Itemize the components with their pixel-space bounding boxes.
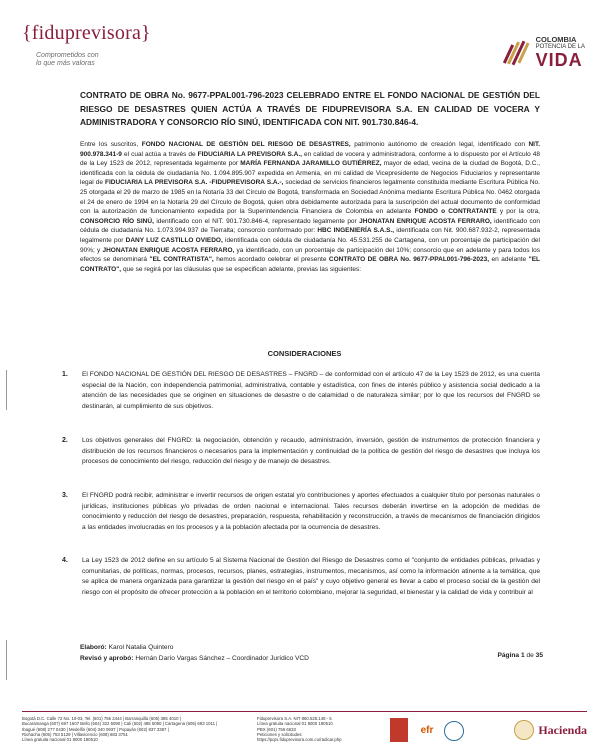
list-item (62, 556, 540, 598)
document-signatures (80, 642, 309, 664)
colombia-logo (504, 36, 585, 69)
contact-info: Fiduprevisora S.A. NIT 860.525.148 - 5 Línea gratuita nacional 01 8000 180510 PBX (601) 756 6633 Peticiones y solicitudes: https://pqrs.fiduprevisora.com.co/radicar.php (257, 716, 342, 743)
intro-paragraph: Entre los suscritos, FONDO NACIONAL DE GESTIÓN DEL RIESGO DE DESASTRES, patrimonio autónomo de creación legal, identificado con NIT. 900.978.341-9 el cual actúa a través de FIDUCIARIA LA PREVISORA S.A., en calidad de vocera y administradora, conforme a lo dispuesto por el Artículo 48 de la Ley 1523 de 2012, representada legalmente por MARÍA FERNANDA JARAMILLO GUTIÉRREZ, mayor de edad, vecina de la ciudad de Bogotá, D.C., identificada con la cédula de ciudadanía No. 1.094.895.907 expedida en Armenia, en mi calidad de Vicepresidente de Negocios Fiduciarios y representante legal de FIDUCIARIA LA PREVISORA S.A. -FIDUPREVISORA S.A.-, sociedad de servicios financieros legalmente constituida mediante Escritura Pública No. 25 otorgada el 29 de marzo de 1985 en la Notaría 33 del Círculo de Bogotá, transformada en Sociedad Anónima mediante Escritura Pública No. 0462 otorgada el 24 de enero de 1994 en la Notaría 29 del Círculo de Bogotá, quien obra debidamente autorizada para la suscripción del actual documento de conformidad con la autorización de funcionamiento expedida por la Superintendencia Financiera de Colombia en adelante FONDO o CONTRATANTE y por la otra, CONSORCIO RÍO SINÚ, identificado con el NIT. 901.730.846-4, representado legalmente por JHONATAN ENRIQUE ACOSTA FERRARO, identificado con cédula de ciudadanía No. 1.073.994.937 de Tierralta; consorcio conformado por: HBC INGENIERÍA S.A.S., identificada con Nit. 900.687.932-2, representada legalmente por DANY LUZ CASTILLO OVIEDO, identificada con cédula de ciudadanía No. 45.531.255 de Cartagena, con un porcentaje de participación del 90%; y JHONATAN ENRIQUE ACOSTA FERRARO, ya identificado, con un porcentaje de participación del 10%; consorcio que en adelante y para todos los efectos se denominará "EL CONTRATISTA", hemos acordado celebrar el presente CONTRATO DE OBRA No. 9677-PPAL001-796-2023, en adelante "EL CONTRATO", que se regirá por las cláusulas que se especifican adelante, previas las siguientes: (80, 141, 541, 273)
item-text: El FNGRD podrá recibir, administrar e invertir recursos de origen estatal y/o contribuciones y aportes efectuados a cualquier título por personas naturales o jurídicas, instituciones públicas y/o privadas de orden nacional e internacional. Tales recursos deberán invertirse en la adopción de medidas de conocimiento y reducción del riesgo de desastres, preparación, respuesta, rehabilitación y reconstrucción, a través de mecanismos de financiación dirigidos a las entidades involucradas en los procesos y a la población afectada por la ocurrencia de desastres. (82, 492, 540, 531)
item-text: El FONDO NACIONAL DE GESTIÓN DEL RIESGO DE DESASTRES – FNGRD – de conformidad con el artículo 47 de la Ley 1523 de 2012, es una cuenta especial de la Nación, con independencia patrimonial, administrativa, contable y estadística, con fines de interés público y asistencia social dedicado a la atención de las necesidades que se originen en situaciones de desastre o de calamidad o de naturaleza similar; por lo que los recursos del FNGRD se destinarán, al cumplimiento de sus objetivos. (82, 371, 540, 410)
efr-logo: efr (420, 724, 434, 736)
brand-name: {fiduprevisora} (22, 22, 151, 44)
office-addresses: Bogotá D.C. Calle 72 No. 10-03, Tel. (601) 756 2444 | Barranquilla (605) 385 4010 | Bucaramanga (607) 697 1607 Bello (604) 322 5090 | Cali (602) 485 5090 | Cartagena (605) 693 1011 | Ibagué (608) 277 0430 | Medellín (604) 340 0937 | Popayán (602) 837 3387 | Riohacha (605) 753 5129 | Villavicencio (608) 683 3751 Línea gratuita nacional 01 8000 180510 (22, 716, 218, 743)
colombia-crest-icon (504, 38, 530, 68)
side-margin-mark (6, 370, 15, 410)
hacienda-label: Hacienda (538, 722, 587, 737)
colombia-logo-line3: VIDA (535, 50, 583, 70)
section-title: CONSIDERACIONES (267, 349, 342, 358)
brand-tagline (36, 52, 99, 68)
colombia-logo-line2: POTENCIA DE LA (535, 44, 585, 50)
item-number: 1. (62, 371, 68, 378)
iso-seal-icon (444, 721, 464, 741)
item-number: 4. (62, 557, 68, 564)
hacienda-logo (514, 720, 587, 740)
list-item (62, 370, 540, 412)
footer-divider (22, 711, 587, 712)
tagline-line2: lo que más valoras (36, 60, 95, 67)
reviso-line: Revisó y aprobó: Hernán Darío Vargas Sánchez – Coordinador Jurídico VCD (80, 655, 309, 662)
page-number: Página 1 de 35 (497, 652, 543, 659)
list-item (62, 436, 540, 468)
contract-title: CONTRATO DE OBRA No. 9677-PPAL001-796-2023 CELEBRADO ENTRE EL FONDO NACIONAL DE GESTIÓN DEL RIESGO DE DESASTRES QUIEN ACTÚA A TRAVÉS DE FIDUPREVISORA S.A. EN CALIDAD DE VOCERA Y ADMINISTRADORA Y CONSORCIO RÍO SINÚ, IDENTIFICADA CON NIT. 901.730.846-4. (80, 90, 540, 127)
list-item (62, 491, 540, 533)
coat-of-arms-icon (514, 720, 534, 740)
tagline-line1: Comprometidos con (36, 52, 99, 59)
item-text: La Ley 1523 de 2012 define en su artículo 5 al Sistema Nacional de Gestión del Riesgo de Desastres como el "conjunto de entidades públicas, privadas y comunitarias, de políticas, normas, procesos, recursos, planes, estrategias, instrumentos, mecanismos, así como la información atinente a la temática, que se aplica de manera organizada para garantizar la gestión del riesgo en el país" y cuyo objetivo general es llevar a cabo el proceso social de la gestión del riesgo con el propósito de ofrecer protección a la población en el territorio colombiano, mejorar la seguridad, el bienestar y la calidad de vida y contribuir al (82, 557, 540, 596)
fiduprevisora-logo (22, 22, 151, 45)
certification-badge-icon (390, 718, 408, 742)
item-text: Los objetivos generales del FNGRD: la negociación, obtención y recaudo, administración, inversión, gestión de instrumentos de protección financiera y distribución de los recursos financieros o necesarios para la implementación y continuidad de la política de gestión del riesgo de desastres que incluya los procesos de conocimiento del riesgo, reducción del riesgo y de manejo de desastres. (82, 437, 540, 465)
item-number: 3. (62, 492, 68, 499)
elaboro-line: Elaboró: Karol Natalia Quintero (80, 644, 174, 651)
item-number: 2. (62, 437, 68, 444)
side-margin-mark (6, 640, 15, 680)
colombia-logo-line1: COLOMBIA (535, 35, 577, 44)
